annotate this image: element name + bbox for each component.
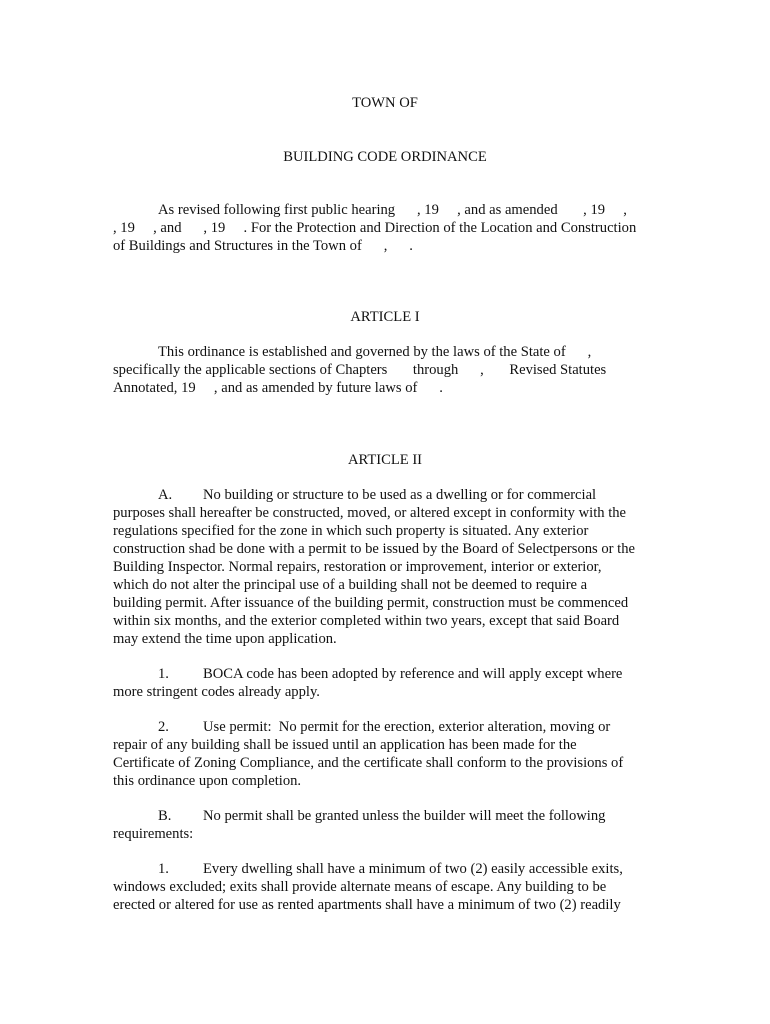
section-a-line: which do not alter the principal use of a building shall not be deemed to require a [113,577,588,593]
section-a-line: may extend the time upon application. [113,631,337,647]
document-title: TOWN OF [352,95,418,111]
section-a-marker: A. [158,487,173,503]
item-a2-line: repair of any building shall be issued until an application has been made for the [113,737,577,753]
section-a-first-line: No building or structure to be used as a dwelling or for commercial [203,487,597,503]
article-1-line: specifically the applicable sections of Chapters through , Revised Statutes [113,362,607,378]
item-b1-first-line: Every dwelling shall have a minimum of two (2) easily accessible exits, [203,861,623,877]
item-a1-line: more stringent codes already apply. [113,684,320,700]
article-1-line: Annotated, 19 , and as amended by future laws of . [113,380,443,396]
section-b-marker: B. [158,808,172,824]
section-a-line: construction shad be done with a permit to be issued by the Board of Selectpersons or the [113,541,636,557]
article-1-heading: ARTICLE I [350,309,420,325]
preamble-line: , 19 , and , 19 . For the Protection and Direction of the Location and Construction [113,220,637,236]
preamble-line: of Buildings and Structures in the Town of , . [113,238,413,254]
article-1-line: This ordinance is established and governed by the laws of the State of , [158,344,592,360]
item-b1-line: erected or altered for use as rented apartments shall have a minimum of two (2) readily [113,897,621,913]
section-b-first-line: No permit shall be granted unless the builder will meet the following [203,808,606,824]
item-a2-line: this ordinance upon completion. [113,773,302,789]
item-b1-line: windows excluded; exits shall provide alternate means of escape. Any building to be [113,879,607,895]
section-b-line: requirements: [113,826,194,842]
section-a-line: building permit. After issuance of the building permit, construction must be commenced [113,595,629,611]
section-a-line: Building Inspector. Normal repairs, restoration or improvement, interior or exterior, [113,559,602,575]
section-a-line: regulations specified for the zone in which such property is situated. Any exterior [113,523,589,539]
item-a2-first-line: Use permit: No permit for the erection, exterior alteration, moving or [203,719,611,735]
item-a2-line: Certificate of Zoning Compliance, and the certificate shall conform to the provisions of [113,755,624,771]
item-a1-marker: 1. [158,666,169,682]
item-a1-first-line: BOCA code has been adopted by reference and will apply except where [203,666,623,682]
section-a-line: purposes shall hereafter be constructed, moved, or altered except in conformity with the [113,505,627,521]
item-b1-marker: 1. [158,861,169,877]
article-2-heading: ARTICLE II [347,452,423,468]
document-subtitle: BUILDING CODE ORDINANCE [283,149,487,165]
item-a2-marker: 2. [158,719,169,735]
preamble-line: As revised following first public hearing , 19 , and as amended , 19 , [158,202,627,218]
section-a-line: within six months, and the exterior completed within two years, except that said Board [113,613,620,629]
